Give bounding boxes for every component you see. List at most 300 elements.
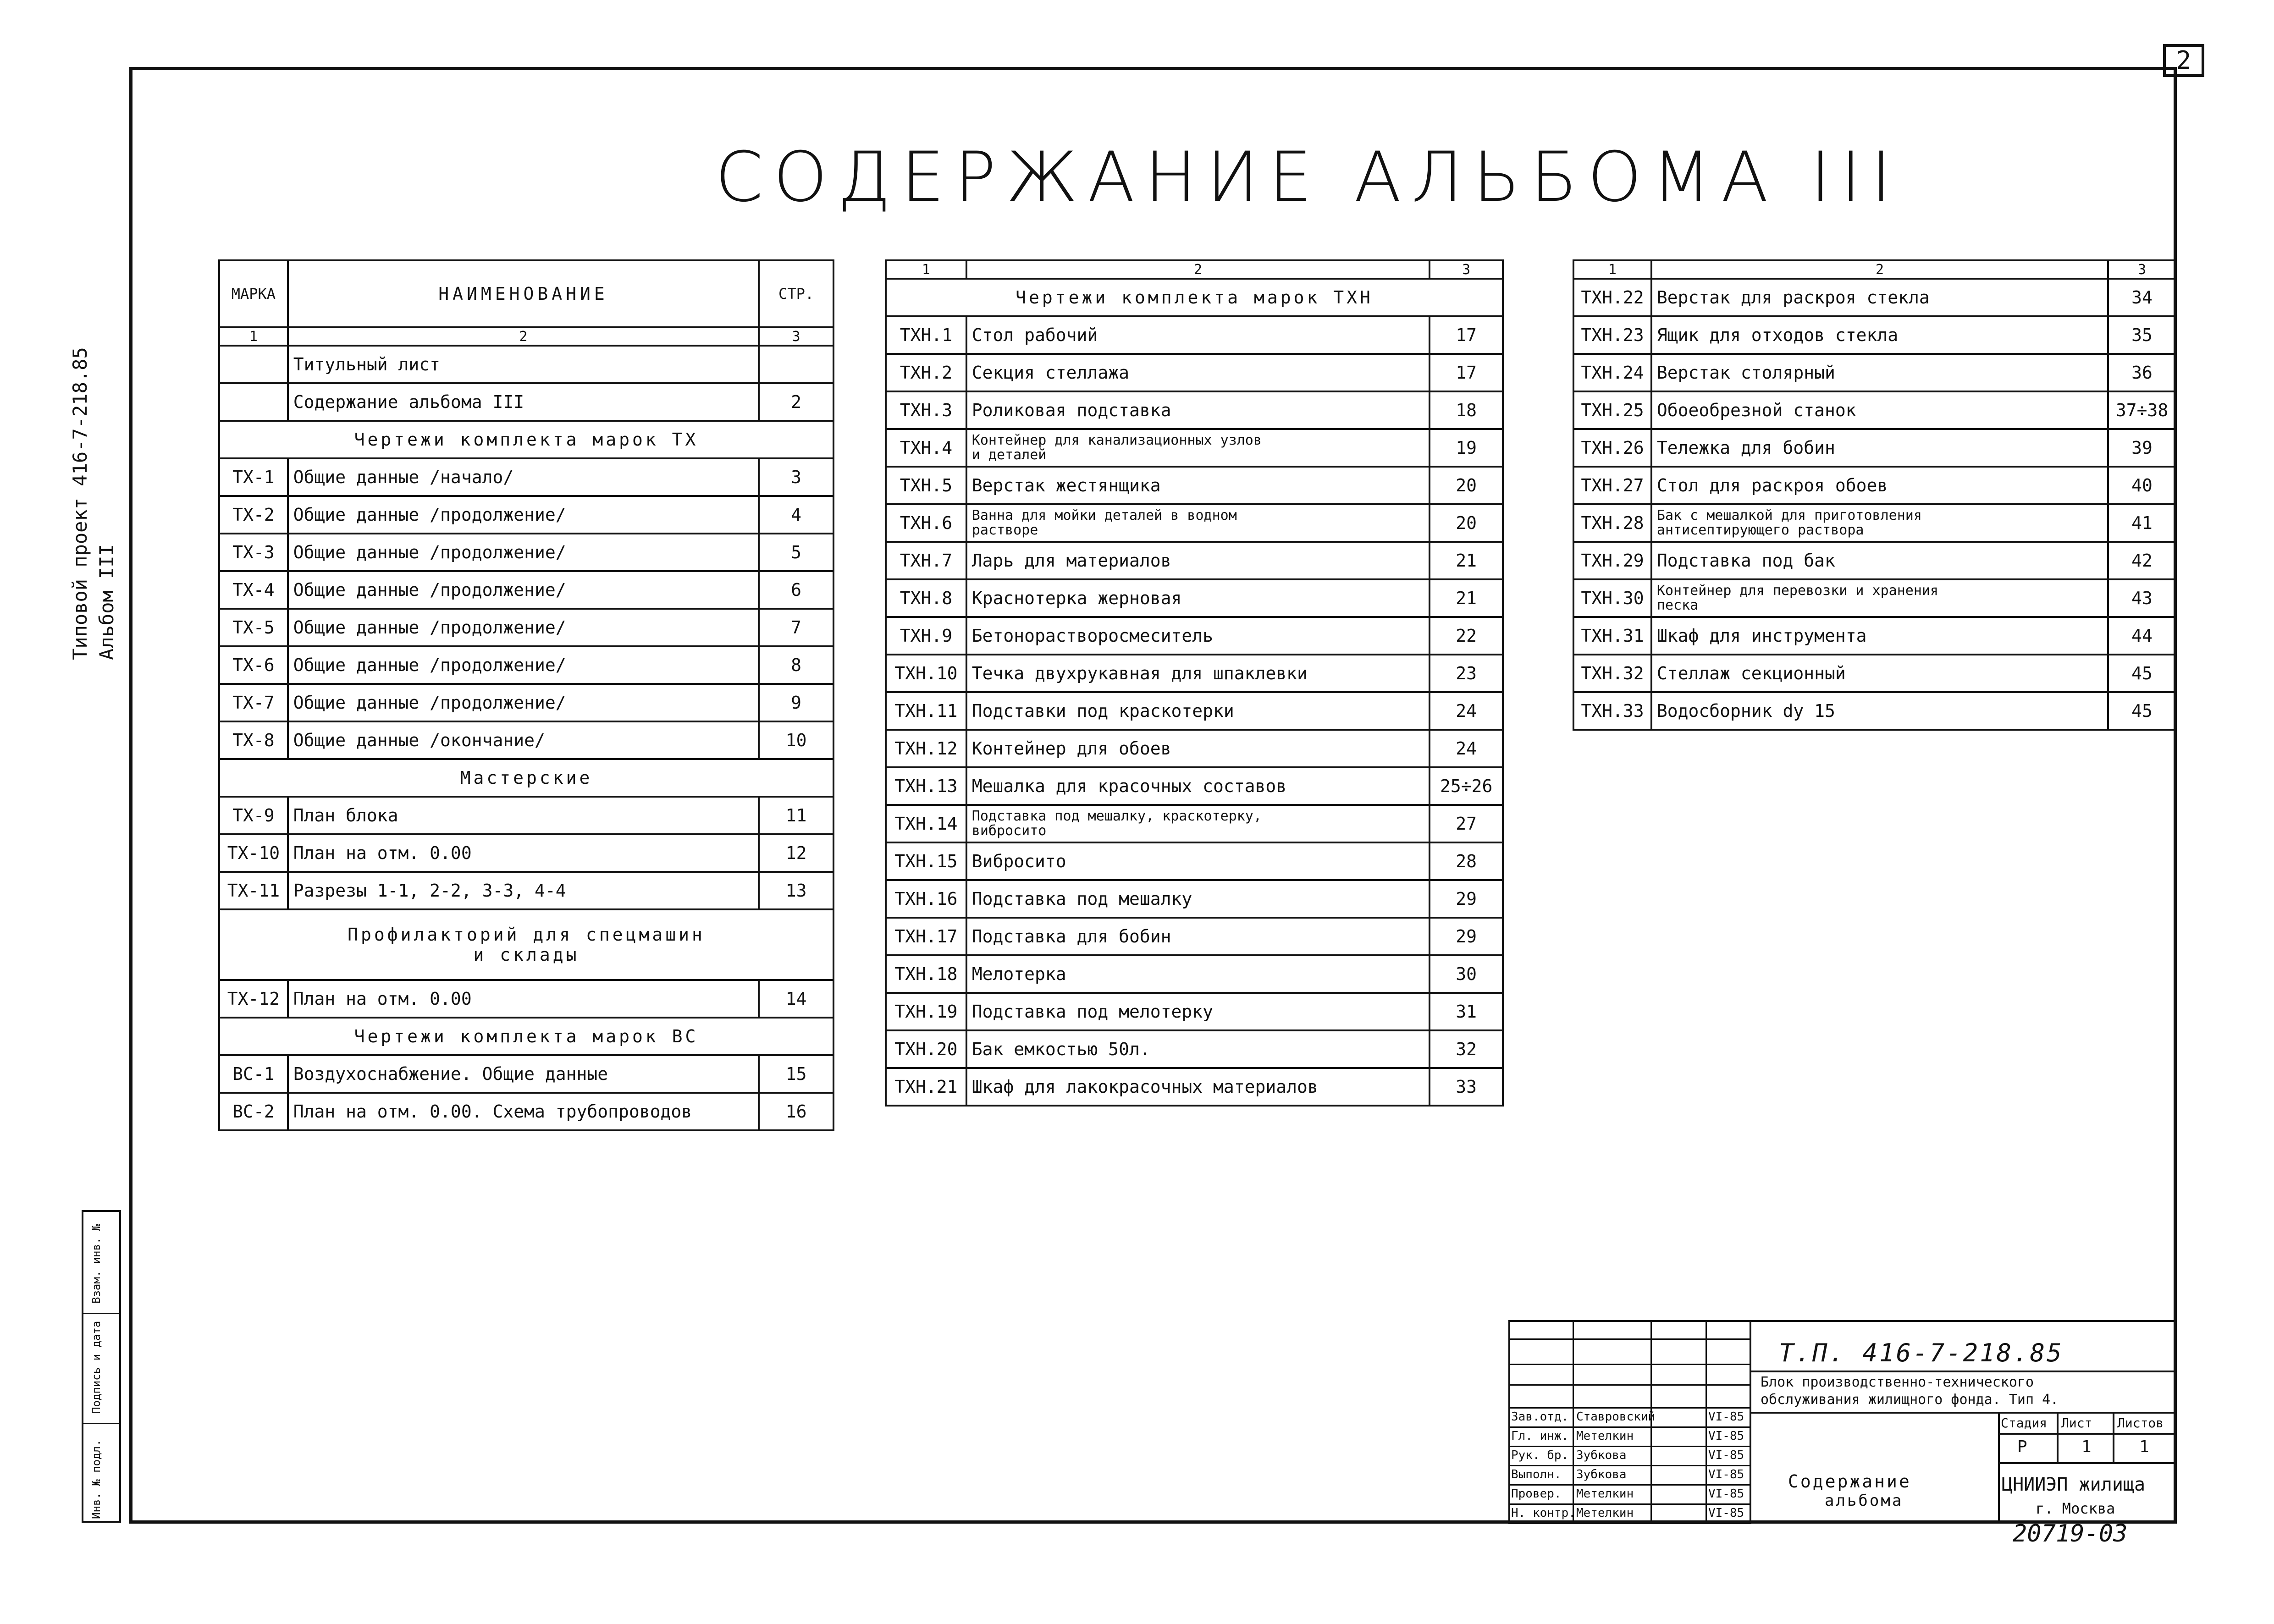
section-heading [886, 279, 1503, 316]
table-row [1573, 542, 2176, 579]
row-mark: ТХН.11 [886, 692, 966, 730]
row-mark: ТХ-11 [219, 872, 288, 909]
row-mark: ТХН.27 [1573, 467, 1651, 504]
table-row [219, 834, 833, 872]
col-number: 1 [886, 260, 966, 279]
tb-sheet-header: Лист [2061, 1415, 2092, 1431]
row-name: Секция стеллажа [966, 354, 1430, 391]
row-page: 12 [759, 834, 833, 872]
row-mark: ТХН.5 [886, 467, 966, 504]
signer-name: Ставровский [1576, 1410, 1656, 1424]
row-name: Стол рабочий [966, 316, 1430, 354]
row-mark: ТХ-10 [219, 834, 288, 872]
table-row [1573, 354, 2176, 391]
tb-line [1508, 1426, 1751, 1428]
row-page: 45 [2108, 692, 2176, 730]
sidebar-album-label: Альбом III [95, 544, 118, 660]
signer-name: Метелкин [1576, 1506, 1634, 1520]
row-mark: ТХН.1 [886, 316, 966, 354]
row-page: 9 [759, 684, 833, 721]
signer-name: Зубкова [1576, 1448, 1627, 1462]
row-page: 44 [2108, 617, 2176, 655]
table-row [886, 467, 1503, 504]
table-row [1573, 391, 2176, 429]
row-name [966, 504, 1430, 542]
tb-line [1508, 1364, 1751, 1365]
tb-line [1706, 1320, 1707, 1524]
table-row [886, 993, 1503, 1030]
tb-sheet: 1 [2081, 1437, 2092, 1456]
table-row [219, 980, 833, 1018]
tb-line [1508, 1465, 1751, 1466]
row-name: Общие данные /начало/ [288, 458, 759, 496]
row-mark: ТХ-9 [219, 797, 288, 834]
table-row [1573, 467, 2176, 504]
table-row [219, 646, 833, 684]
row-page: 28 [1430, 842, 1503, 880]
row-name: Общие данные /продолжение/ [288, 684, 759, 721]
row-mark: ТХН.12 [886, 730, 966, 767]
row-mark: ТХН.3 [886, 391, 966, 429]
row-page: 21 [1430, 542, 1503, 579]
col-number: 2 [966, 260, 1430, 279]
section-heading-text: Мастерские [460, 768, 593, 788]
row-name-line: растворе [971, 522, 1038, 538]
row-page: 17 [1430, 354, 1503, 391]
row-name: Общие данные /окончание/ [288, 721, 759, 759]
section-heading-text: Профилакторий для спецмашин [348, 925, 705, 945]
row-page: 42 [2108, 542, 2176, 579]
row-name: Верстак для раскроя стекла [1651, 279, 2108, 316]
row-name [966, 429, 1430, 467]
row-name: Краснотерка жерновая [966, 579, 1430, 617]
col-number: 2 [1651, 260, 2108, 279]
row-page: 7 [759, 609, 833, 646]
row-page: 24 [1430, 730, 1503, 767]
row-name-line: и деталей [971, 447, 1047, 463]
row-name-line: Ванна для мойки деталей в водном [971, 507, 1237, 523]
table-row [886, 1030, 1503, 1068]
row-mark: ТХН.13 [886, 767, 966, 805]
stamp-divider [83, 1423, 119, 1424]
row-page: 18 [1430, 391, 1503, 429]
col-number: 3 [759, 327, 833, 346]
row-mark: ТХ-8 [219, 721, 288, 759]
table-row [886, 955, 1503, 993]
section-heading-text: Чертежи комплекта марок ТХ [354, 429, 699, 450]
row-name: Титульный лист [288, 346, 759, 383]
tb-line [1508, 1407, 1751, 1409]
contents-table-3 [1573, 259, 2177, 731]
tb-line [1508, 1523, 1751, 1524]
stamp-sign-label: Подпись и дата [90, 1321, 103, 1414]
tb-line [1508, 1484, 1751, 1486]
row-page: 21 [1430, 579, 1503, 617]
col-number: 1 [1573, 260, 1651, 279]
table-row [886, 880, 1503, 918]
row-mark: ВС-2 [219, 1093, 288, 1130]
row-page: 5 [759, 534, 833, 571]
signer-date: VI-85 [1708, 1506, 1744, 1520]
section-heading-text: и склады [473, 945, 580, 965]
col-number: 3 [2108, 260, 2176, 279]
tb-org-city: г. Москва [2036, 1500, 2115, 1517]
row-mark: ТХ-6 [219, 646, 288, 684]
table-row [886, 805, 1503, 842]
section-heading [219, 1018, 833, 1055]
row-page: 39 [2108, 429, 2176, 467]
row-name: Общие данные /продолжение/ [288, 609, 759, 646]
row-page: 27 [1430, 805, 1503, 842]
table-row [1573, 279, 2176, 316]
row-page: 2 [759, 383, 833, 421]
table-row [219, 759, 833, 797]
row-page: 45 [2108, 655, 2176, 692]
tb-sheet-title-2: альбома [1825, 1492, 1904, 1510]
row-page: 8 [759, 646, 833, 684]
sidebar-project [69, 257, 119, 669]
row-mark: ВС-1 [219, 1055, 288, 1093]
row-name [966, 805, 1430, 842]
row-mark: ТХН.9 [886, 617, 966, 655]
section-heading-text: Чертежи комплекта марок ТХН [1016, 287, 1373, 308]
table-row [1573, 692, 2176, 730]
row-mark: ТХН.31 [1573, 617, 1651, 655]
section-heading [219, 421, 833, 458]
col-header-page: СТР. [759, 260, 833, 327]
table-row [219, 383, 833, 421]
row-page: 36 [2108, 354, 2176, 391]
col-header-name: НАИМЕНОВАНИЕ [288, 260, 759, 327]
row-name: Стеллаж секционный [1651, 655, 2108, 692]
row-name: Мешалка для красочных составов [966, 767, 1430, 805]
row-mark: ТХ-4 [219, 571, 288, 609]
row-mark: ТХН.24 [1573, 354, 1651, 391]
table-row [886, 316, 1503, 354]
row-name: Воздухоснабжение. Общие данные [288, 1055, 759, 1093]
row-mark: ТХН.30 [1573, 579, 1651, 617]
table-row [219, 1018, 833, 1055]
row-page: 20 [1430, 467, 1503, 504]
contents-table-1 [218, 259, 834, 1131]
row-name-line: песка [1656, 597, 1699, 613]
table-row [886, 579, 1503, 617]
sidebar-project-label: Типовой проект 416-7-218.85 [69, 347, 91, 660]
col-number: 3 [1430, 260, 1503, 279]
row-page: 20 [1430, 504, 1503, 542]
stamp-vzam-label: Взам. инв. № [90, 1224, 103, 1304]
row-mark: ТХН.33 [1573, 692, 1651, 730]
col-number: 2 [288, 327, 759, 346]
tb-line [1508, 1338, 1751, 1340]
row-mark: ТХН.8 [886, 579, 966, 617]
row-name: План на отм. 0.00 [288, 834, 759, 872]
row-page: 34 [2108, 279, 2176, 316]
table-row [219, 797, 833, 834]
table-row [886, 730, 1503, 767]
row-name: План на отм. 0.00. Схема трубопроводов [288, 1093, 759, 1130]
table-row [886, 692, 1503, 730]
table-row [219, 909, 833, 980]
row-name: Общие данные /продолжение/ [288, 496, 759, 534]
row-page: 43 [2108, 579, 2176, 617]
table-row [219, 421, 833, 458]
row-mark: ТХ-2 [219, 496, 288, 534]
row-mark: ТХН.22 [1573, 279, 1651, 316]
tb-org: ЦНИИЭП жилища [2002, 1474, 2146, 1495]
row-page: 3 [759, 458, 833, 496]
row-name: Ларь для материалов [966, 542, 1430, 579]
table-row [886, 1068, 1503, 1106]
table-row [1573, 316, 2176, 354]
row-name: Подставка под мелотерку [966, 993, 1430, 1030]
table-row [886, 391, 1503, 429]
table-row [886, 918, 1503, 955]
signer-name: Метелкин [1576, 1487, 1634, 1501]
row-name-line: Подставка под мешалку, краскотерку, [971, 808, 1262, 824]
table-row [1573, 655, 2176, 692]
row-name: Бетонорастворосмеситель [966, 617, 1430, 655]
table-row [886, 279, 1503, 316]
page-title: СОДЕРЖАНИЕ АЛЬБОМА III [715, 138, 1902, 217]
row-page: 13 [759, 872, 833, 909]
row-page: 32 [1430, 1030, 1503, 1068]
row-name: Водосборник dy 15 [1651, 692, 2108, 730]
tb-sheets: 1 [2139, 1437, 2149, 1456]
tb-line [1508, 1384, 1751, 1386]
tb-desc-line1: Блок производственно-технического [1761, 1374, 2034, 1390]
row-mark [219, 383, 288, 421]
row-name: Шкаф для лакокрасочных материалов [966, 1068, 1430, 1106]
table-row [1573, 504, 2176, 542]
tb-line [1751, 1320, 2177, 1322]
row-name: Тележка для бобин [1651, 429, 2108, 467]
tb-line [1998, 1462, 2177, 1464]
signer-role: Рук. бр. [1511, 1448, 1569, 1462]
row-page: 31 [1430, 993, 1503, 1030]
row-page: 40 [2108, 467, 2176, 504]
table-row [219, 496, 833, 534]
row-page: 6 [759, 571, 833, 609]
row-page: 29 [1430, 880, 1503, 918]
row-name: Вибросито [966, 842, 1430, 880]
row-mark: ТХН.25 [1573, 391, 1651, 429]
table-row [1573, 429, 2176, 467]
row-page: 16 [759, 1093, 833, 1130]
table-row [886, 429, 1503, 467]
row-name: Подставка под мешалку [966, 880, 1430, 918]
row-mark: ТХН.10 [886, 655, 966, 692]
table-row [219, 534, 833, 571]
section-heading [219, 909, 833, 980]
row-page: 14 [759, 980, 833, 1018]
tb-sheets-header: Листов [2117, 1415, 2164, 1431]
signer-name: Метелкин [1576, 1429, 1634, 1443]
row-name: Разрезы 1-1, 2-2, 3-3, 4-4 [288, 872, 759, 909]
row-mark: ТХН.17 [886, 918, 966, 955]
row-page: 15 [759, 1055, 833, 1093]
row-mark [219, 346, 288, 383]
table-row [219, 1093, 833, 1130]
row-mark: ТХН.16 [886, 880, 966, 918]
row-name: Общие данные /продолжение/ [288, 646, 759, 684]
row-name: Обоеобрезной станок [1651, 391, 2108, 429]
row-name-line: Контейнер для канализационных узлов [971, 432, 1262, 448]
table-row [219, 346, 833, 383]
row-mark: ТХН.6 [886, 504, 966, 542]
row-page: 23 [1430, 655, 1503, 692]
signer-role: Провер. [1511, 1487, 1562, 1501]
table-row [219, 872, 833, 909]
tb-line [1573, 1320, 1574, 1524]
row-mark: ТХН.15 [886, 842, 966, 880]
stamp-inv-label: Инв. № подл. [90, 1439, 103, 1519]
row-mark: ТХН.14 [886, 805, 966, 842]
signer-role: Гл. инж. [1511, 1429, 1569, 1443]
stamp-divider [83, 1313, 119, 1314]
row-mark: ТХН.2 [886, 354, 966, 391]
row-name: Содержание альбома III [288, 383, 759, 421]
row-name: Контейнер для обоев [966, 730, 1430, 767]
row-page [759, 346, 833, 383]
row-mark: ТХН.20 [886, 1030, 966, 1068]
table-row [219, 684, 833, 721]
table-row [886, 504, 1503, 542]
tb-line [1998, 1433, 2177, 1435]
row-name: Общие данные /продолжение/ [288, 534, 759, 571]
row-mark: ТХН.19 [886, 993, 966, 1030]
col-number: 1 [219, 327, 288, 346]
row-mark: ТХН.28 [1573, 504, 1651, 542]
row-name: Ящик для отходов стекла [1651, 316, 2108, 354]
row-page: 19 [1430, 429, 1503, 467]
row-name [1651, 504, 2108, 542]
tb-line [1508, 1446, 1751, 1447]
table-row [219, 1055, 833, 1093]
row-name: Общие данные /продолжение/ [288, 571, 759, 609]
row-name [1651, 579, 2108, 617]
table-row [219, 721, 833, 759]
table-row [219, 458, 833, 496]
row-mark: ТХН.21 [886, 1068, 966, 1106]
section-heading-text: Чертежи комплекта марок ВС [354, 1026, 699, 1046]
col-header-mark: МАРКА [219, 260, 288, 327]
row-name: Шкаф для инструмента [1651, 617, 2108, 655]
row-page: 4 [759, 496, 833, 534]
tb-line [2175, 1320, 2177, 1524]
tb-line [1508, 1503, 1751, 1505]
row-name: План на отм. 0.00 [288, 980, 759, 1018]
signer-role: Н. контр. [1511, 1506, 1576, 1520]
left-stamp [82, 1210, 121, 1523]
row-mark: ТХ-7 [219, 684, 288, 721]
tb-line [2057, 1412, 2059, 1462]
signer-role: Зав.отд. [1511, 1410, 1569, 1424]
row-name: Роликовая подставка [966, 391, 1430, 429]
tb-stage: Р [2017, 1437, 2027, 1456]
row-name: Подставка под бак [1651, 542, 2108, 579]
tb-line [1998, 1412, 2000, 1524]
row-page: 35 [2108, 316, 2176, 354]
row-mark: ТХ-5 [219, 609, 288, 646]
row-mark: ТХН.23 [1573, 316, 1651, 354]
row-mark: ТХ-12 [219, 980, 288, 1018]
table-row [886, 842, 1503, 880]
table-row [1573, 579, 2176, 617]
row-mark: ТХН.32 [1573, 655, 1651, 692]
row-name-line: Контейнер для перевозки и хранения [1656, 583, 1938, 599]
row-page: 24 [1430, 692, 1503, 730]
row-mark: ТХН.26 [1573, 429, 1651, 467]
signer-date: VI-85 [1708, 1448, 1744, 1462]
row-name: Бак емкостью 50л. [966, 1030, 1430, 1068]
signer-role: Выполн. [1511, 1468, 1562, 1481]
table-row [886, 617, 1503, 655]
row-name: Верстак столярный [1651, 354, 2108, 391]
tb-line [2113, 1412, 2114, 1462]
table-row [886, 542, 1503, 579]
row-name: Мелотерка [966, 955, 1430, 993]
row-page: 25÷26 [1430, 767, 1503, 805]
signer-date: VI-85 [1708, 1487, 1744, 1501]
signer-name: Зубкова [1576, 1468, 1627, 1481]
tb-stage-header: Стадия [2001, 1415, 2048, 1431]
signer-date: VI-85 [1708, 1468, 1744, 1481]
row-mark: ТХН.7 [886, 542, 966, 579]
document-number: Т.П. 416-7-218.85 [1779, 1338, 2064, 1367]
table-row [219, 609, 833, 646]
tb-line [1751, 1371, 2177, 1372]
row-name-line: Бак с мешалкой для приготовления [1656, 507, 1922, 523]
row-name: Верстак жестянщика [966, 467, 1430, 504]
row-mark: ТХН.29 [1573, 542, 1651, 579]
section-heading [219, 759, 833, 797]
row-page: 11 [759, 797, 833, 834]
row-name: Стол для раскроя обоев [1651, 467, 2108, 504]
row-name: План блока [288, 797, 759, 834]
row-page: 10 [759, 721, 833, 759]
row-mark: ТХ-1 [219, 458, 288, 496]
row-page: 41 [2108, 504, 2176, 542]
row-mark: ТХ-3 [219, 534, 288, 571]
row-name: Подставки под краскотерки [966, 692, 1430, 730]
table-row [886, 354, 1503, 391]
tb-sheet-title-1: Содержание [1788, 1471, 1911, 1492]
row-name-line: антисептирующего раствора [1656, 522, 1864, 538]
tb-desc-line2: обслуживания жилищного фонда. Тип 4. [1761, 1392, 2059, 1408]
table-row [219, 571, 833, 609]
row-name-line: вибросито [971, 823, 1047, 839]
row-name: Подставка для бобин [966, 918, 1430, 955]
row-mark: ТХН.4 [886, 429, 966, 467]
row-page: 17 [1430, 316, 1503, 354]
sheet-number: 2 [2163, 44, 2204, 77]
row-page: 37÷38 [2108, 391, 2176, 429]
row-page: 30 [1430, 955, 1503, 993]
contents-table-2 [885, 259, 1504, 1107]
signer-date: VI-85 [1708, 1410, 1744, 1424]
table-row [886, 655, 1503, 692]
row-page: 29 [1430, 918, 1503, 955]
table-row [1573, 617, 2176, 655]
signer-date: VI-85 [1708, 1429, 1744, 1443]
archive-number: 20719-03 [2013, 1520, 2128, 1547]
row-page: 22 [1430, 617, 1503, 655]
table-row [886, 767, 1503, 805]
row-page: 33 [1430, 1068, 1503, 1106]
row-name: Течка двухрукавная для шпаклевки [966, 655, 1430, 692]
row-mark: ТХН.18 [886, 955, 966, 993]
